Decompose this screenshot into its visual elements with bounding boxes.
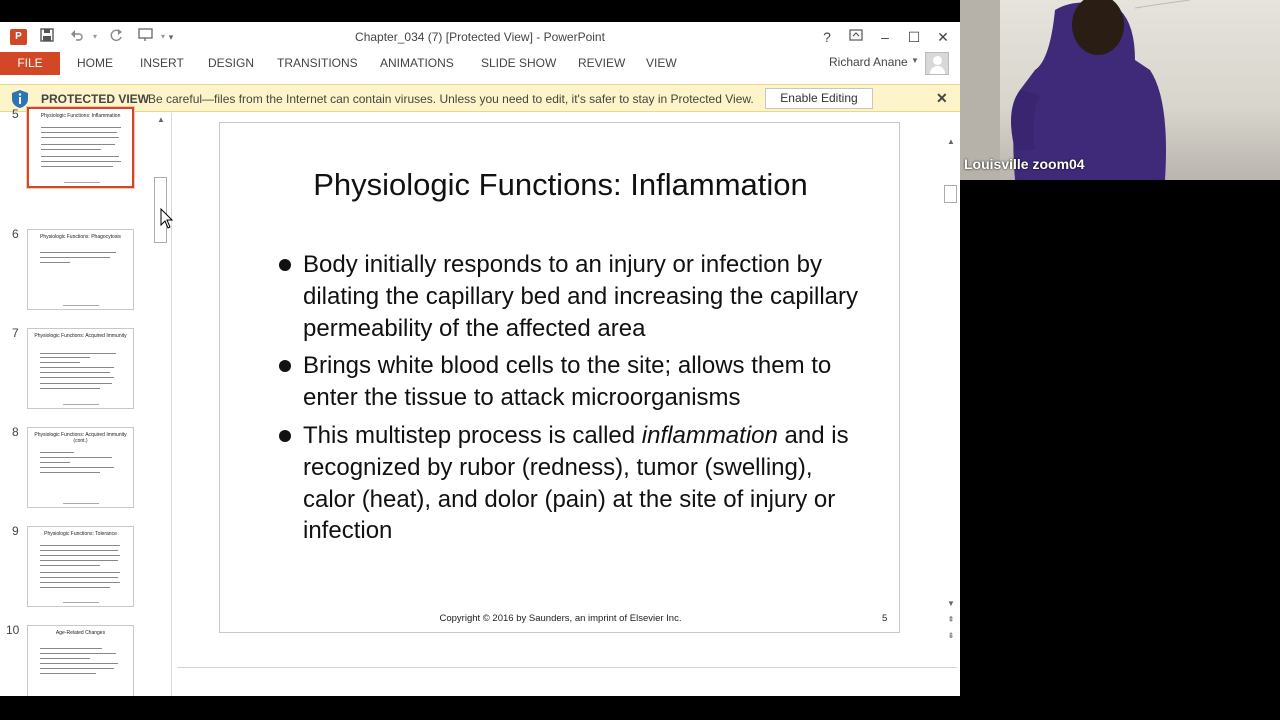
thumbnail-text-line	[40, 257, 110, 258]
tab-file[interactable]: FILE	[0, 52, 60, 75]
thumbnail-footer-line	[63, 404, 99, 405]
slide-edit-area	[173, 113, 960, 696]
zoom-video-panel[interactable]	[960, 0, 1280, 180]
slide-title: Physiologic Functions: Inflammation	[313, 167, 808, 202]
powerpoint-window	[0, 22, 960, 696]
thumbnail-text-line	[40, 262, 70, 263]
thumbnail-footer-line	[63, 602, 99, 603]
thumbnail-text-line	[40, 668, 114, 669]
powerpoint-logo-icon: P	[10, 29, 27, 45]
bullet-text-tail: and is recognized by rubor (redness), tumor (swelling), calor (heat), and dolor (pain) at the site of injury or infection	[303, 421, 849, 545]
thumbnail-text-line	[40, 550, 118, 551]
scroll-down-icon[interactable]: ▼	[947, 599, 955, 608]
zoom-participant-name: Louisville zoom04	[964, 156, 1085, 172]
minimize-icon[interactable]: –	[881, 29, 889, 45]
slide-thumbnail-8[interactable]	[27, 427, 134, 508]
ribbon-tabs	[0, 52, 960, 75]
avatar[interactable]	[925, 52, 949, 75]
thumbnail-title: Physiologic Functions: Acquired Immunity	[34, 333, 127, 339]
thumbnail-text-line	[40, 377, 114, 378]
window-title: Chapter_034 (7) [Protected View] - PowerPoint	[355, 30, 605, 44]
tab-design[interactable]: DESIGN	[208, 56, 255, 70]
thumbnail-text-line	[41, 156, 119, 157]
next-slide-icon[interactable]: ⇟	[947, 631, 955, 640]
thumbnail-text-line	[40, 472, 100, 473]
thumbnail-text-line	[40, 587, 110, 588]
user-dropdown-icon[interactable]: ▼	[911, 56, 919, 65]
thumbnail-text-line	[40, 565, 100, 566]
thumbnail-title: Physiologic Functions: Tolerance	[44, 531, 117, 537]
slide-scrollbar[interactable]	[942, 135, 958, 645]
mouse-cursor-icon	[160, 208, 174, 230]
thumbnail-text-line	[41, 132, 117, 133]
ribbon-display-options-icon[interactable]	[846, 28, 866, 46]
tab-transitions[interactable]: TRANSITIONS	[277, 56, 358, 70]
title-bar	[0, 22, 960, 52]
scrollbar-thumb[interactable]	[944, 185, 957, 203]
thumbnail-title: Physiologic Functions: Phagocytosis	[40, 234, 121, 240]
customize-qat-icon[interactable]: ▾	[168, 32, 174, 42]
bullet-item	[278, 350, 858, 414]
thumbnail-text-line	[40, 658, 90, 659]
enable-editing-button[interactable]: Enable Editing	[765, 88, 873, 109]
slide-canvas[interactable]	[219, 122, 900, 633]
thumbnail-text-line	[40, 388, 100, 389]
thumbnail-number: 10	[6, 623, 20, 637]
help-icon[interactable]: ?	[823, 29, 831, 45]
undo-dropdown-icon[interactable]: ▾	[92, 32, 97, 41]
thumbnail-text-line	[40, 560, 118, 561]
tab-home[interactable]: HOME	[77, 56, 113, 70]
thumbnail-number: 9	[12, 524, 19, 538]
thumbnail-number: 5	[12, 107, 19, 121]
thumbnail-text-line	[40, 577, 118, 578]
participant-video-icon	[960, 0, 1280, 180]
slide-thumbnail-7[interactable]	[27, 328, 134, 409]
bullet-dot-icon	[279, 360, 291, 372]
thumbnail-title: Physiologic Functions: Acquired Immunity (cont.)	[34, 432, 127, 444]
thumbnail-text-line	[40, 452, 74, 453]
thumbnail-text-line	[40, 362, 80, 363]
close-bar-icon[interactable]: ✕	[936, 90, 948, 106]
slide-thumbnail-pane	[0, 107, 172, 696]
bullet-text: Body initially responds to an injury or infection by dilating the capillary bed and increasing the capillary permeability of the affected area	[303, 251, 858, 342]
thumbnail-text-line	[40, 252, 116, 253]
shield-icon	[10, 89, 30, 109]
slideshow-icon[interactable]	[137, 28, 155, 46]
close-icon[interactable]: ✕	[937, 29, 949, 45]
protected-view-message: Be careful—files from the Internet can contain viruses. Unless you need to edit, it's safer to stay in Protected View.	[148, 92, 754, 106]
tab-animations[interactable]: ANIMATIONS	[380, 56, 454, 70]
thumbnail-text-line	[40, 357, 90, 358]
thumbnail-footer-line	[63, 503, 99, 504]
thumbnail-text-line	[40, 383, 112, 384]
thumbnail-number: 7	[12, 326, 19, 340]
thumbnail-footer-line	[64, 182, 100, 183]
save-icon[interactable]	[38, 28, 56, 46]
thumbnail-text-line	[41, 161, 121, 162]
thumbnail-text-line	[40, 653, 116, 654]
thumbnail-scrollbar[interactable]	[152, 113, 168, 696]
bullet-text-lead: This multistep process is called	[303, 421, 642, 449]
slide-copyright: Copyright © 2016 by Saunders, an imprint of Elsevier Inc.	[439, 613, 682, 624]
thumbnail-text-line	[41, 144, 115, 145]
bullet-dot-icon	[279, 259, 291, 271]
thumbnail-number: 6	[12, 227, 19, 241]
bullet-dot-icon	[279, 430, 291, 442]
notes-divider[interactable]	[177, 667, 957, 668]
thumbnail-text-line	[40, 462, 70, 463]
thumbnail-text-line	[40, 582, 120, 583]
thumbnail-number: 8	[12, 425, 19, 439]
thumbnail-text-line	[41, 166, 113, 167]
thumbnail-text-line	[40, 572, 120, 573]
undo-icon[interactable]	[68, 28, 86, 46]
thumbnail-title: Age-Related Changes	[55, 630, 106, 636]
scroll-up-icon[interactable]: ▲	[157, 115, 165, 124]
thumbnail-text-line	[40, 457, 112, 458]
user-name[interactable]: Richard Anane	[829, 55, 908, 69]
thumbnail-text-line	[40, 467, 114, 468]
thumbnail-text-line	[40, 673, 96, 674]
bullet-item	[278, 249, 858, 344]
tab-insert[interactable]: INSERT	[140, 56, 184, 70]
slideshow-dropdown-icon[interactable]: ▾	[160, 32, 165, 41]
tab-review[interactable]: REVIEW	[578, 56, 626, 70]
tab-slide-show[interactable]: SLIDE SHOW	[481, 56, 557, 70]
thumbnail-text-line	[41, 127, 121, 128]
slide-thumbnail-9[interactable]	[27, 526, 134, 607]
thumbnail-text-line	[40, 372, 110, 373]
thumbnail-title: Physiologic Functions: Inflammation	[40, 113, 121, 119]
slide-thumbnail-10[interactable]	[27, 625, 134, 696]
maximize-icon[interactable]: ☐	[907, 29, 921, 45]
bullet-item	[278, 420, 858, 547]
bullet-text: Brings white blood cells to the site; allows them to enter the tissue to attack microorganisms	[303, 352, 832, 412]
slide-bullet-list	[278, 249, 858, 553]
thumbnail-footer-line	[63, 305, 99, 306]
redo-icon[interactable]	[107, 28, 125, 46]
slide-number: 5	[882, 613, 888, 624]
protected-view-label: PROTECTED VIEW	[41, 92, 150, 106]
thumbnail-text-line	[41, 149, 101, 150]
thumbnail-text-line	[40, 648, 102, 649]
scroll-up-icon[interactable]: ▲	[947, 137, 955, 146]
bullet-emphasis: inflammation	[641, 421, 778, 449]
slide-thumbnail-6[interactable]	[27, 229, 134, 310]
slide-thumbnail-5[interactable]	[27, 107, 134, 188]
thumbnail-text-line	[40, 353, 116, 354]
thumbnail-text-line	[40, 555, 120, 556]
protected-view-bar	[0, 84, 960, 112]
thumbnail-text-line	[41, 137, 119, 138]
previous-slide-icon[interactable]: ⇞	[947, 615, 955, 624]
tab-view[interactable]: VIEW	[646, 56, 677, 70]
thumbnail-text-line	[40, 545, 120, 546]
thumbnail-text-line	[40, 663, 118, 664]
thumbnail-text-line	[40, 367, 114, 368]
